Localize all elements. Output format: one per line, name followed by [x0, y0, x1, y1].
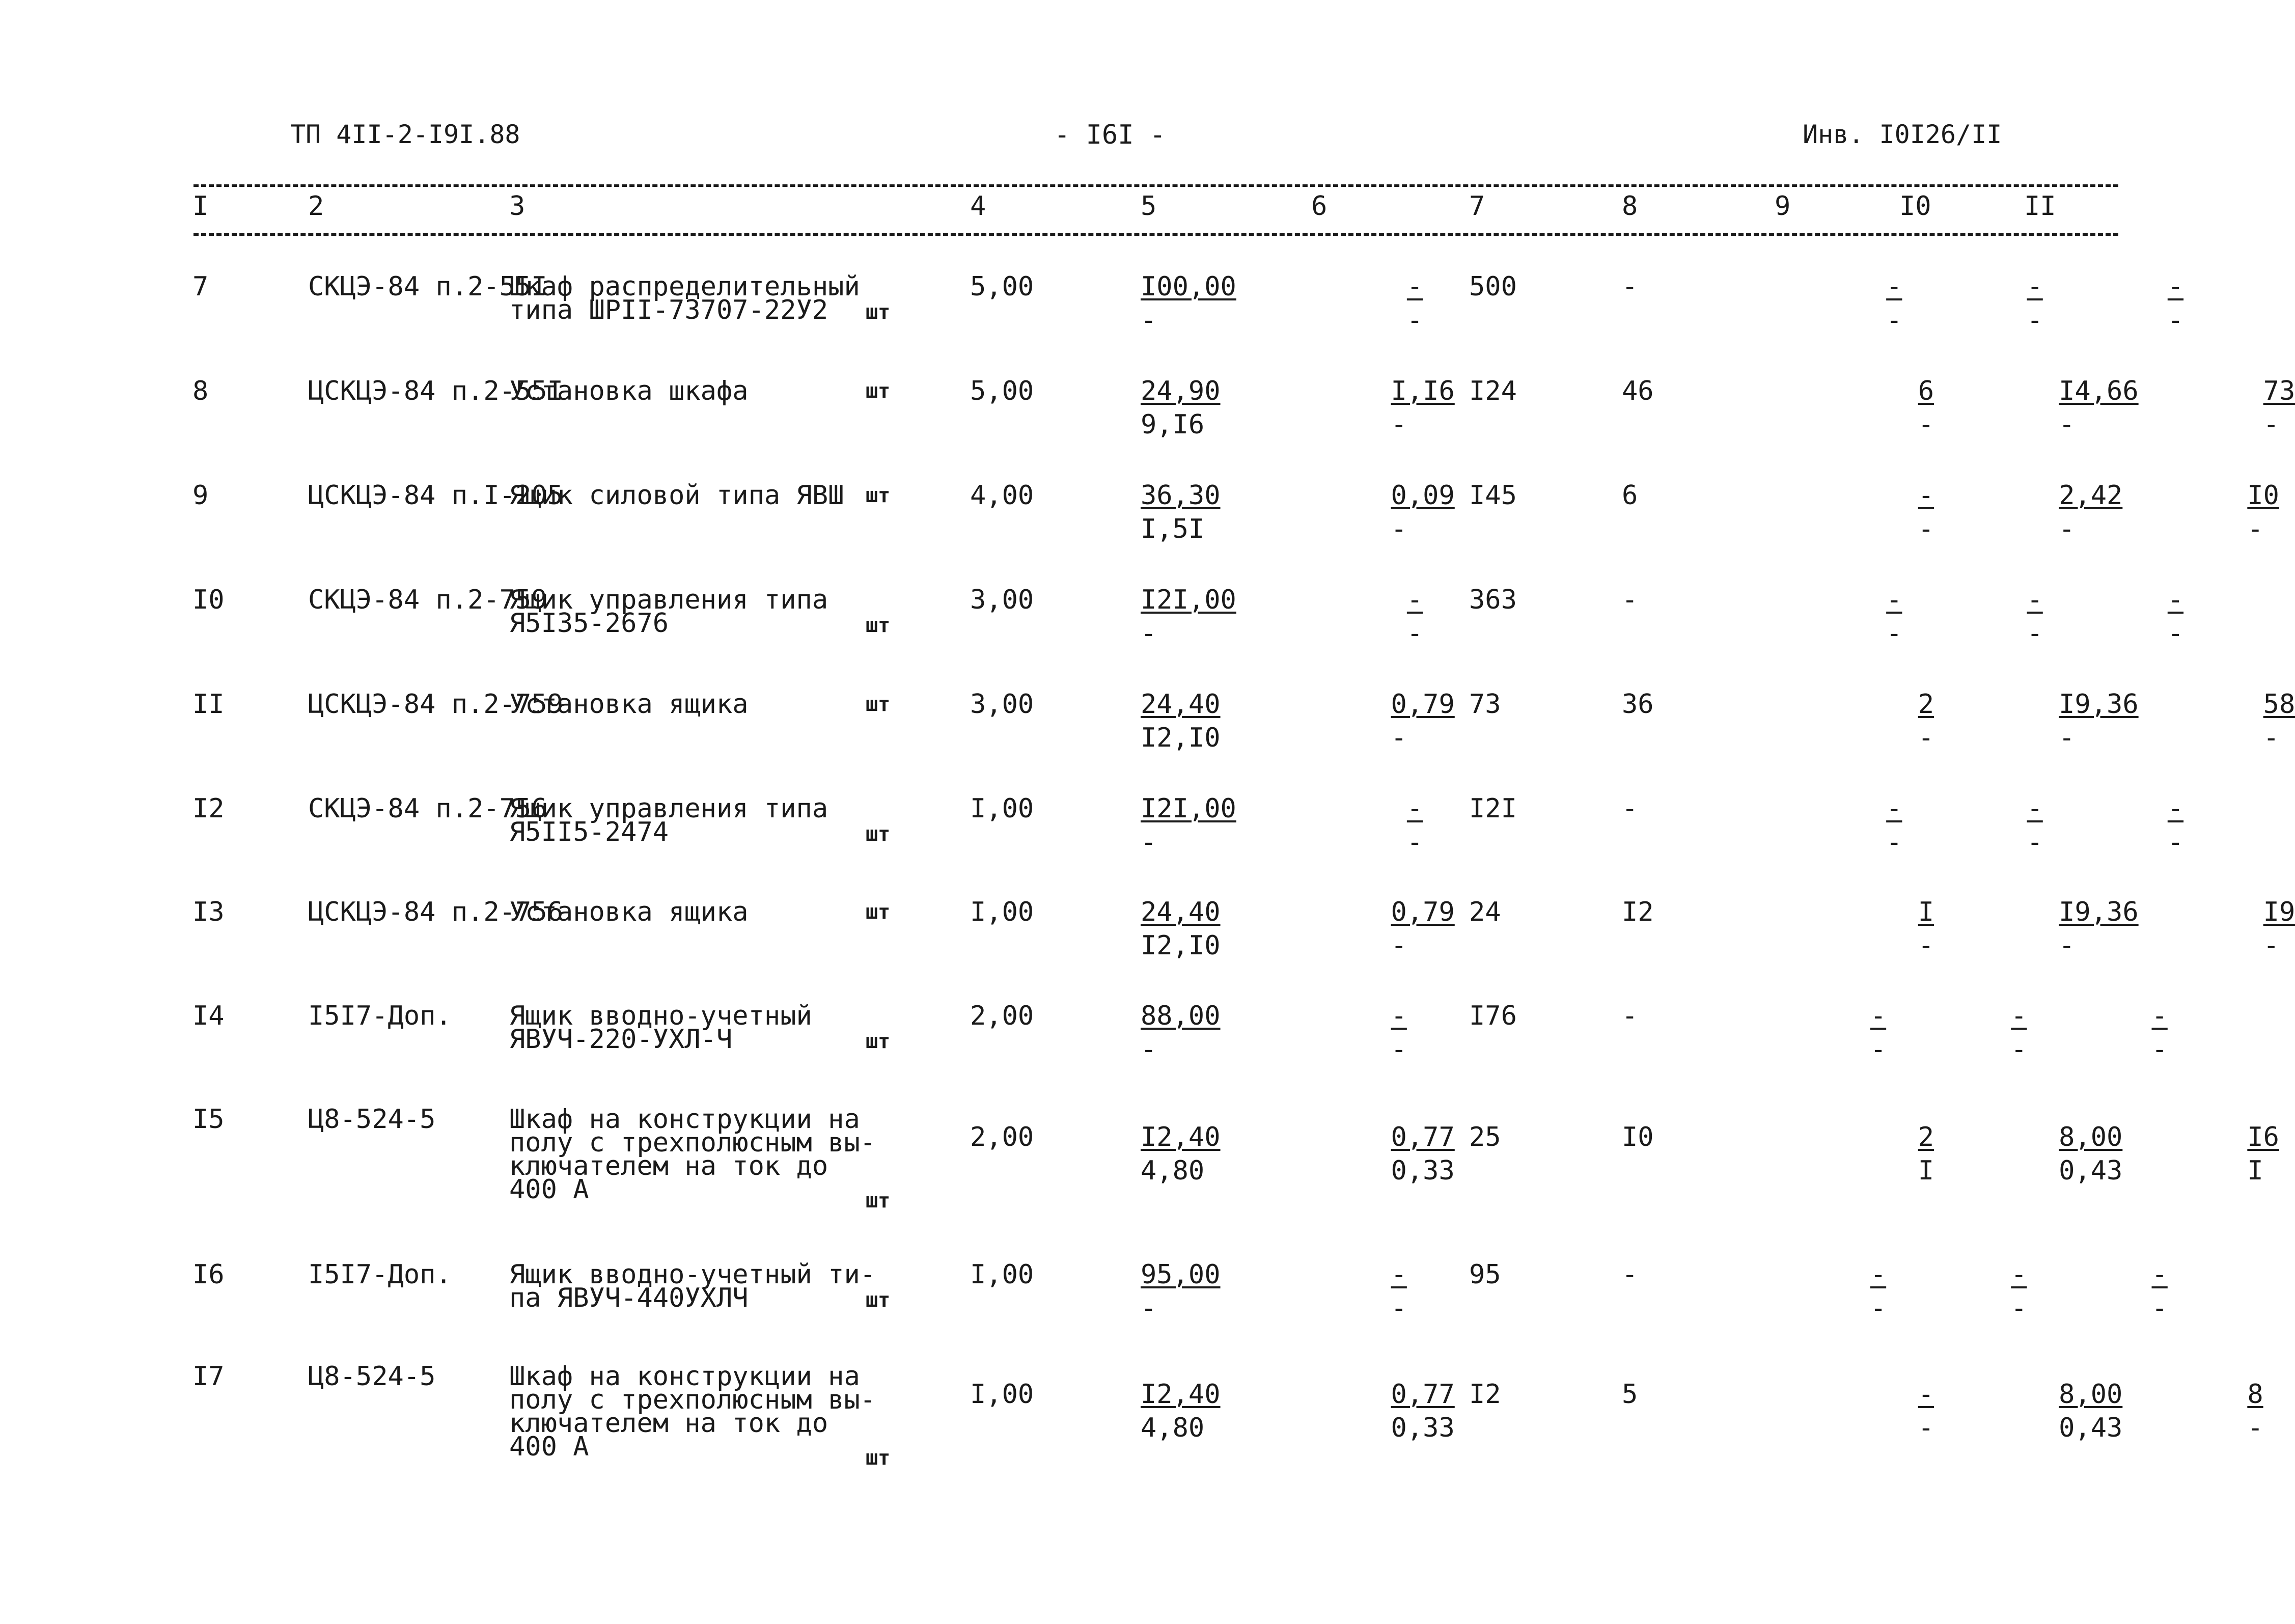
item-name: Шкаф на конструкции на полу с трехполюсным вы- ключателем на ток до 400 А	[509, 1361, 876, 1462]
unit-cost-denominator: I2,I0	[1141, 930, 1221, 961]
col6-value-numerator: 0,77	[1391, 1379, 1455, 1410]
col6-value-denominator: -	[1391, 514, 1407, 544]
col6-value-denominator: -	[1406, 305, 1423, 336]
unit-label: шт	[866, 900, 891, 924]
unit-cost-denominator: -	[1141, 827, 1157, 858]
col6-value-numerator: -	[1406, 271, 1423, 302]
total-cost: I45	[1469, 480, 1517, 511]
col11-value-denominator: -	[2151, 1293, 2168, 1324]
unit-cost	[1141, 585, 1236, 649]
unit-cost-denominator: 4,80	[1141, 1155, 1205, 1186]
unit-cost	[1141, 480, 1221, 544]
col10-value-numerator: -	[2011, 1259, 2027, 1290]
col11-value-numerator: -	[2167, 793, 2184, 824]
col9-value-denominator: -	[1918, 514, 1934, 544]
price-code: ЦСКЦЭ-84 п.2-759	[308, 689, 563, 720]
col6-value-numerator: -	[1391, 1001, 1407, 1031]
item-name: Шкаф на конструкции на полу с трехполюсным вы- ключателем на ток до 400 А	[509, 1104, 876, 1205]
col8-value: -	[1622, 1001, 1638, 1031]
col-header-3: 3	[509, 191, 526, 222]
document-code: ТП 4II-2-I9I.88	[290, 120, 520, 149]
col11-value	[2247, 1122, 2279, 1186]
col11-value-numerator: I9	[2263, 897, 2295, 927]
unit-label: шт	[866, 484, 891, 507]
item-name: Ящик силовой типа ЯВШ	[509, 480, 844, 511]
item-name: Шкаф распределительный типа ШРII-73707-22У2	[509, 271, 860, 325]
table-row	[0, 480, 2285, 544]
col9-value-numerator: 2	[1918, 1122, 1934, 1152]
col-header-8: 8	[1622, 191, 1638, 222]
col8-value: 36	[1622, 689, 1654, 720]
col8-value: -	[1622, 271, 1638, 302]
unit-cost	[1141, 1001, 1221, 1065]
col6-value-denominator: -	[1391, 723, 1407, 753]
col11-value-denominator: -	[2263, 723, 2279, 753]
col9-value-numerator: 2	[1918, 689, 1934, 720]
col6-value	[1406, 585, 1423, 649]
col11-value	[2263, 689, 2295, 753]
col11-value-numerator: 73	[2263, 376, 2295, 406]
table-row	[0, 897, 2295, 961]
col9-value	[1918, 376, 1934, 440]
col9-value-denominator: -	[1870, 1293, 1887, 1324]
col9-value-numerator: -	[1870, 1259, 1887, 1290]
col10-value-numerator: I9,36	[2059, 689, 2139, 720]
col6-value-numerator: 0,77	[1391, 1122, 1455, 1152]
col9-value	[1870, 1259, 1887, 1324]
col11-value	[2167, 585, 2184, 649]
col11-value-denominator: -	[2263, 409, 2279, 440]
unit-cost-numerator: I2,40	[1141, 1122, 1221, 1152]
table-row	[0, 1104, 2285, 1213]
col10-value-numerator: I4,66	[2059, 376, 2139, 406]
table-row	[0, 793, 2285, 858]
col10-value-numerator: -	[2027, 271, 2043, 302]
col6-value-denominator: -	[1406, 618, 1423, 649]
col11-value	[2263, 897, 2295, 961]
row-number: I4	[192, 1001, 225, 1031]
col11-value	[2167, 271, 2184, 336]
col-header-5: 5	[1141, 191, 1157, 222]
quantity: 3,00	[970, 689, 1034, 720]
quantity: I,00	[970, 793, 1034, 824]
quantity: 5,00	[970, 271, 1034, 302]
col8-value: -	[1622, 585, 1638, 615]
row-number: I3	[192, 897, 225, 927]
col11-value	[2247, 480, 2279, 544]
col9-value	[1918, 1122, 1934, 1186]
col-header-7: 7	[1469, 191, 1485, 222]
col9-value	[1918, 689, 1934, 753]
col10-value	[2027, 585, 2043, 649]
row-number: 9	[192, 480, 209, 511]
col10-value-denominator: 0,43	[2059, 1413, 2123, 1443]
col6-value	[1391, 1379, 1455, 1443]
item-name: Ящик управления типа Я5II5-2474	[509, 793, 828, 847]
unit-cost-denominator: -	[1141, 305, 1157, 336]
col10-value	[2027, 793, 2043, 858]
unit-cost-numerator: 24,40	[1141, 689, 1221, 720]
col8-value: I2	[1622, 897, 1654, 927]
col11-value	[2167, 793, 2184, 858]
col11-value-denominator: -	[2151, 1034, 2168, 1065]
unit-cost	[1141, 1259, 1221, 1324]
col9-value	[1918, 1379, 1934, 1443]
table-row	[0, 1001, 2285, 1065]
col9-value-numerator: -	[1886, 585, 1902, 615]
unit-cost-numerator: I2I,00	[1141, 793, 1236, 824]
col6-value	[1391, 897, 1455, 961]
col10-value-denominator: -	[2059, 723, 2075, 753]
price-code: I5I7-Доп.	[308, 1259, 452, 1290]
price-code: СКЦЭ-84 п.2-759	[308, 585, 547, 615]
col11-value-numerator: -	[2167, 585, 2184, 615]
col6-value	[1391, 376, 1455, 440]
col11-value-numerator: -	[2151, 1259, 2168, 1290]
total-cost: 95	[1469, 1259, 1501, 1290]
col11-value-numerator: 58	[2263, 689, 2295, 720]
unit-cost	[1141, 1379, 1221, 1443]
row-number: I6	[192, 1259, 225, 1290]
col10-value	[2011, 1259, 2027, 1324]
col6-value-denominator: -	[1391, 1034, 1407, 1065]
quantity: 2,00	[970, 1122, 1034, 1152]
col9-value-denominator: -	[1918, 1413, 1934, 1443]
col6-value-denominator: 0,33	[1391, 1155, 1455, 1186]
unit-cost-denominator: I,5I	[1141, 514, 1205, 544]
col6-value-numerator: -	[1406, 793, 1423, 824]
col11-value-denominator: -	[2167, 827, 2184, 858]
table-row	[0, 689, 2295, 753]
col9-value-numerator: -	[1886, 793, 1902, 824]
col9-value	[1886, 585, 1902, 649]
unit-label: шт	[866, 379, 891, 403]
col10-value	[2059, 480, 2123, 544]
col11-value-denominator: -	[2247, 514, 2263, 544]
col6-value-denominator: -	[1406, 827, 1423, 858]
col9-value-numerator: -	[1886, 271, 1902, 302]
unit-cost	[1141, 689, 1221, 753]
total-cost: I2I	[1469, 793, 1517, 824]
table-row	[0, 271, 2285, 336]
row-number: I0	[192, 585, 225, 615]
row-number: II	[192, 689, 225, 720]
col-header-1: I	[192, 191, 209, 222]
col10-value	[2027, 271, 2043, 336]
row-number: I7	[192, 1361, 225, 1392]
quantity: I,00	[970, 1379, 1034, 1410]
col9-value-denominator: -	[1918, 723, 1934, 753]
page-header	[0, 120, 2285, 166]
col9-value-numerator: I	[1918, 897, 1934, 927]
col9-value	[1918, 480, 1934, 544]
col6-value	[1391, 480, 1455, 544]
col9-value	[1886, 793, 1902, 858]
price-code: I5I7-Доп.	[308, 1001, 452, 1031]
row-number: 8	[192, 376, 209, 406]
col6-value-numerator: -	[1406, 585, 1423, 615]
col6-value	[1391, 689, 1455, 753]
col11-value-denominator: -	[2167, 618, 2184, 649]
col11-value	[2151, 1001, 2168, 1065]
col10-value-numerator: 8,00	[2059, 1379, 2123, 1410]
col10-value	[2059, 897, 2139, 961]
col6-value	[1406, 271, 1423, 336]
col10-value-denominator: -	[2027, 827, 2043, 858]
unit-label: шт	[866, 1189, 891, 1213]
header-top-rule	[193, 184, 2118, 187]
unit-cost-denominator: -	[1141, 618, 1157, 649]
col9-value-denominator: -	[1886, 305, 1902, 336]
total-cost: 24	[1469, 897, 1501, 927]
unit-label: шт	[866, 693, 891, 716]
col6-value-numerator: 0,09	[1391, 480, 1455, 511]
unit-cost-denominator: 9,I6	[1141, 409, 1205, 440]
col9-value	[1870, 1001, 1887, 1065]
col10-value-denominator: 0,43	[2059, 1155, 2123, 1186]
col-header-11: II	[2024, 191, 2056, 222]
col6-value	[1406, 793, 1423, 858]
col-header-4: 4	[970, 191, 986, 222]
price-code: СКЦЭ-84 п.2-756	[308, 793, 547, 824]
col11-value-denominator: -	[2247, 1413, 2263, 1443]
price-code: ЦСКЦЭ-84 п.I-205	[308, 480, 563, 511]
row-number: I2	[192, 793, 225, 824]
col9-value-numerator: -	[1918, 480, 1934, 511]
total-cost: I76	[1469, 1001, 1517, 1031]
col10-value-denominator: -	[2059, 409, 2075, 440]
inventory-number: Инв. I0I26/II	[1803, 120, 2002, 149]
quantity: 5,00	[970, 376, 1034, 406]
col10-value-numerator: -	[2011, 1001, 2027, 1031]
col6-value	[1391, 1259, 1407, 1324]
col6-value-numerator: 0,79	[1391, 897, 1455, 927]
unit-cost-numerator: 24,90	[1141, 376, 1221, 406]
unit-cost-denominator: -	[1141, 1034, 1157, 1065]
col8-value: 46	[1622, 376, 1654, 406]
table-row	[0, 1259, 2285, 1324]
col9-value-denominator: I	[1918, 1155, 1934, 1186]
col10-value-denominator: -	[2027, 618, 2043, 649]
item-name: Ящик вводно-учетный ти- па ЯВУЧ-440УХЛЧ	[509, 1259, 876, 1313]
col6-value-denominator: 0,33	[1391, 1413, 1455, 1443]
total-cost: 363	[1469, 585, 1517, 615]
col10-value-numerator: I9,36	[2059, 897, 2139, 927]
col9-value	[1886, 271, 1902, 336]
col10-value-numerator: 8,00	[2059, 1122, 2123, 1152]
total-cost: 25	[1469, 1122, 1501, 1152]
unit-cost-numerator: 36,30	[1141, 480, 1221, 511]
col11-value-denominator: -	[2263, 930, 2279, 961]
col8-value: 6	[1622, 480, 1638, 511]
price-code: Ц8-524-5	[308, 1104, 436, 1135]
unit-label: шт	[866, 1446, 891, 1470]
col-header-2: 2	[308, 191, 324, 222]
unit-label: шт	[866, 300, 891, 324]
quantity: 2,00	[970, 1001, 1034, 1031]
row-number: 7	[192, 271, 209, 302]
unit-label: шт	[866, 822, 891, 846]
col9-value-denominator: -	[1886, 618, 1902, 649]
price-code: СКЦЭ-84 п.2-55I	[308, 271, 547, 302]
col10-value	[2059, 1122, 2123, 1186]
col-header-10: I0	[1899, 191, 1931, 222]
col11-value-numerator: -	[2167, 271, 2184, 302]
total-cost: I2	[1469, 1379, 1501, 1410]
unit-cost-denominator: -	[1141, 1293, 1157, 1324]
quantity: I,00	[970, 1259, 1034, 1290]
col6-value-denominator: -	[1391, 409, 1407, 440]
col11-value	[2151, 1259, 2168, 1324]
unit-cost	[1141, 271, 1236, 336]
col11-value-denominator: I	[2247, 1155, 2263, 1186]
unit-cost-denominator: 4,80	[1141, 1413, 1205, 1443]
price-code: Ц8-524-5	[308, 1361, 436, 1392]
col8-value: -	[1622, 793, 1638, 824]
header-bottom-rule	[193, 233, 2118, 236]
row-number: I5	[192, 1104, 225, 1135]
unit-label: шт	[866, 1288, 891, 1312]
col10-value	[2059, 1379, 2123, 1443]
col9-value-denominator: -	[1918, 930, 1934, 961]
col6-value-numerator: -	[1391, 1259, 1407, 1290]
col10-value	[2011, 1001, 2027, 1065]
col11-value	[2247, 1379, 2263, 1443]
col10-value-denominator: -	[2059, 930, 2075, 961]
total-cost: I24	[1469, 376, 1517, 406]
unit-cost	[1141, 897, 1221, 961]
unit-cost-numerator: I00,00	[1141, 271, 1236, 302]
col9-value-denominator: -	[1870, 1034, 1887, 1065]
col10-value	[2059, 689, 2139, 753]
col10-value-denominator: -	[2011, 1034, 2027, 1065]
col11-value-numerator: I6	[2247, 1122, 2279, 1152]
col6-value-numerator: I,I6	[1391, 376, 1455, 406]
col6-value	[1391, 1001, 1407, 1065]
item-name: Установка ящика	[509, 897, 749, 927]
col8-value: -	[1622, 1259, 1638, 1290]
unit-label: шт	[866, 614, 891, 637]
col9-value-numerator: 6	[1918, 376, 1934, 406]
col11-value-denominator: -	[2167, 305, 2184, 336]
col9-value-numerator: -	[1918, 1379, 1934, 1410]
col11-value	[2263, 376, 2295, 440]
quantity: 4,00	[970, 480, 1034, 511]
unit-cost-numerator: 95,00	[1141, 1259, 1221, 1290]
total-cost: 500	[1469, 271, 1517, 302]
unit-cost	[1141, 1122, 1221, 1186]
col6-value-denominator: -	[1391, 930, 1407, 961]
quantity: I,00	[970, 897, 1034, 927]
col10-value	[2059, 376, 2139, 440]
col-header-9: 9	[1775, 191, 1791, 222]
col6-value-numerator: 0,79	[1391, 689, 1455, 720]
col8-value: 5	[1622, 1379, 1638, 1410]
unit-cost	[1141, 376, 1221, 440]
price-code: ЦСКЦЭ-84 п.2-756	[308, 897, 563, 927]
unit-cost-denominator: I2,I0	[1141, 723, 1221, 753]
col9-value-denominator: -	[1886, 827, 1902, 858]
unit-cost-numerator: 88,00	[1141, 1001, 1221, 1031]
price-code: ЦСКЦЭ-84 п.2-55I	[308, 376, 563, 406]
item-name: Ящик вводно-учетный ЯВУЧ-220-УХЛ-Ч	[509, 1001, 812, 1055]
col10-value-denominator: -	[2059, 514, 2075, 544]
table-row	[0, 585, 2285, 649]
table-row	[0, 1361, 2285, 1470]
unit-cost	[1141, 793, 1236, 858]
unit-label: шт	[866, 1030, 891, 1053]
unit-cost-numerator: 24,40	[1141, 897, 1221, 927]
col10-value-denominator: -	[2027, 305, 2043, 336]
col10-value-denominator: -	[2011, 1293, 2027, 1324]
item-name: Установка шкафа	[509, 376, 749, 406]
col-header-6: 6	[1311, 191, 1328, 222]
item-name: Ящик управления типа Я5I35-2676	[509, 585, 828, 639]
total-cost: 73	[1469, 689, 1501, 720]
col11-value-numerator: I0	[2247, 480, 2279, 511]
unit-cost-numerator: I2,40	[1141, 1379, 1221, 1410]
table-row	[0, 376, 2295, 440]
col10-value-numerator: 2,42	[2059, 480, 2123, 511]
col9-value	[1918, 897, 1934, 961]
col6-value	[1391, 1122, 1455, 1186]
col9-value-denominator: -	[1918, 409, 1934, 440]
col8-value: I0	[1622, 1122, 1654, 1152]
col9-value-numerator: -	[1870, 1001, 1887, 1031]
quantity: 3,00	[970, 585, 1034, 615]
unit-cost-numerator: I2I,00	[1141, 585, 1236, 615]
col10-value-numerator: -	[2027, 585, 2043, 615]
col11-value-numerator: -	[2151, 1001, 2168, 1031]
item-name: Установка ящика	[509, 689, 749, 720]
page-number: - I6I -	[1054, 120, 1166, 150]
col11-value-numerator: 8	[2247, 1379, 2263, 1410]
col6-value-denominator: -	[1391, 1293, 1407, 1324]
col10-value-numerator: -	[2027, 793, 2043, 824]
